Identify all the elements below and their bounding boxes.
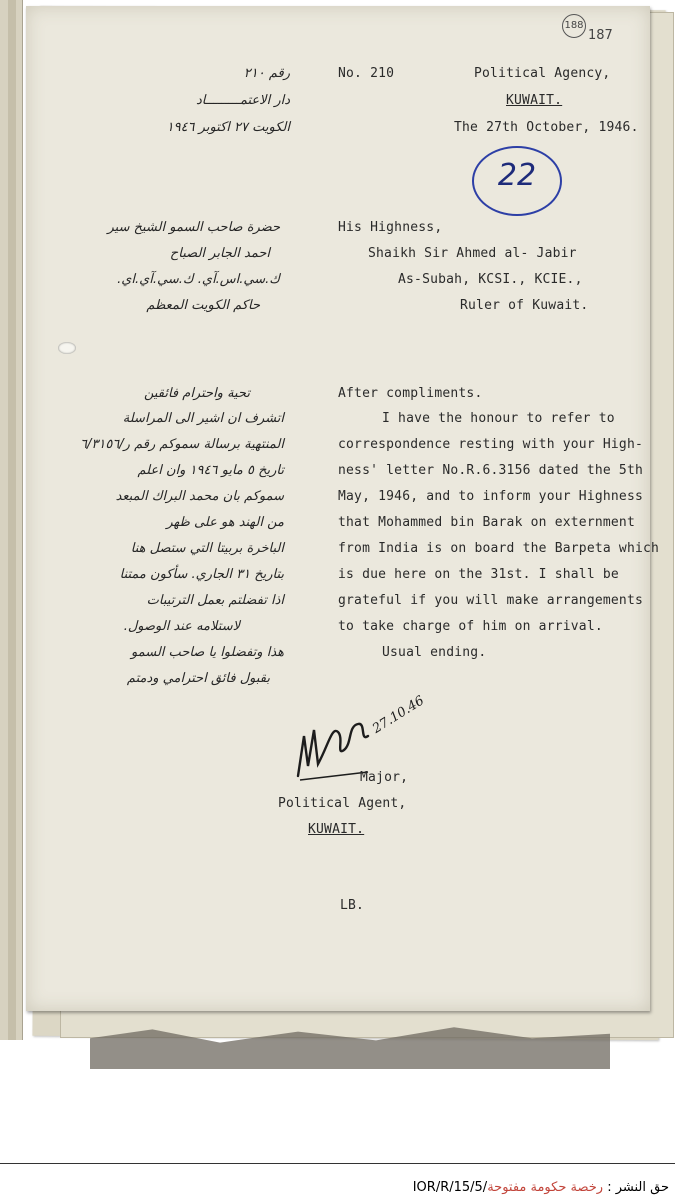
body-line: ness' letter No.R.6.3156 dated the 5th	[338, 463, 644, 478]
letter-paper	[26, 6, 660, 1011]
arabic-body-line: بتاريخ ٣١ الجاري. سأكون ممتنا	[119, 567, 284, 582]
arabic-addressee-line: ك.سي.اس.آي. ك.سي.آي.اي.	[117, 272, 280, 287]
arabic-body-line: لاستلامه عند الوصول.	[123, 619, 240, 634]
arabic-body-line: بقبول فائق احترامي ودمتم	[126, 671, 270, 686]
rights-label: حق النشر :	[607, 1180, 669, 1195]
footer-divider	[0, 1163, 675, 1164]
arabic-agency: دار الاعتمـــــــــاد	[195, 93, 290, 108]
body-line: grateful if you will make arrangements	[338, 593, 644, 608]
reference-number: IOR/R/15/5/	[412, 1180, 488, 1195]
signatory-place: KUWAIT.	[308, 822, 365, 837]
addressee-line: His Highness,	[338, 220, 443, 235]
letter-number: No. 210	[338, 66, 395, 81]
arabic-addressee-line: حاكم الكويت المعظم	[146, 298, 260, 313]
arabic-body-line: من الهند هو على ظهر	[166, 515, 284, 530]
folio-number-circled: 188	[562, 14, 586, 38]
signatory-title: Political Agent,	[278, 796, 407, 811]
body-line: that Mohammed bin Barak on externment	[338, 515, 635, 530]
addressee-line: As-Subah, KCSI., KCIE.,	[398, 272, 583, 287]
addressee-line: Ruler of Kuwait.	[460, 298, 589, 313]
arabic-body-line: تحية واحترام فائقين	[143, 386, 250, 401]
circled-stamp-number: 22	[472, 146, 562, 216]
arabic-body-line: سموكم بان محمد البراك المبعد	[115, 489, 284, 504]
arabic-body-line: المنتهية برسالة سموكم رقم ر/٦/٣١٥٦	[80, 437, 284, 452]
closing: Usual ending.	[382, 645, 487, 660]
back-sheet-edge	[8, 0, 16, 1040]
arabic-body-line: اذا تفضلتم بعمل الترتيبات	[146, 593, 284, 608]
letter-date: The 27th October, 1946.	[454, 120, 639, 135]
arabic-number: رقم ٢١٠	[243, 66, 290, 81]
footer	[413, 1180, 669, 1195]
signatory-rank: Major,	[360, 770, 409, 785]
body-line: I have the honour to refer to	[382, 411, 615, 426]
body-line: from India is on board the Barpeta which	[338, 541, 660, 556]
salutation: After compliments.	[338, 386, 483, 401]
arabic-body-line: الباخرة بربيتا التي ستصل هنا	[130, 541, 284, 556]
arabic-addressee-line: حضرة صاحب السمو الشيخ سير	[107, 220, 280, 235]
arabic-body-line: هذا وتفضلوا يا صاحب السمو	[131, 645, 284, 660]
body-line: correspondence resting with your High-	[338, 437, 644, 452]
body-line: May, 1946, and to inform your Highness	[338, 489, 644, 504]
body-line: to take charge of him on arrival.	[338, 619, 603, 634]
body-line: is due here on the 31st. I shall be	[338, 567, 619, 582]
arabic-date: الكويت ٢٧ اكتوبر ١٩٤٦	[166, 120, 290, 135]
addressee-line: Shaikh Sir Ahmed al- Jabir	[368, 246, 577, 261]
typist-initials: LB.	[340, 898, 365, 913]
punch-hole	[58, 342, 76, 354]
license-link[interactable]: رخصة حكومة مفتوحة	[487, 1180, 604, 1195]
arabic-body-line: تاريخ ٥ مايو ١٩٤٦ وان اعلم	[137, 463, 284, 478]
arabic-addressee-line: احمد الجابر الصباح	[169, 246, 270, 261]
arabic-body-line: اتشرف ان اشير الى المراسلة	[122, 411, 284, 426]
folio-number: 187	[588, 28, 613, 43]
agency-name: Political Agency,	[474, 66, 611, 81]
signature-date: 27.10.46	[370, 693, 428, 737]
agency-place: KUWAIT.	[506, 93, 563, 108]
